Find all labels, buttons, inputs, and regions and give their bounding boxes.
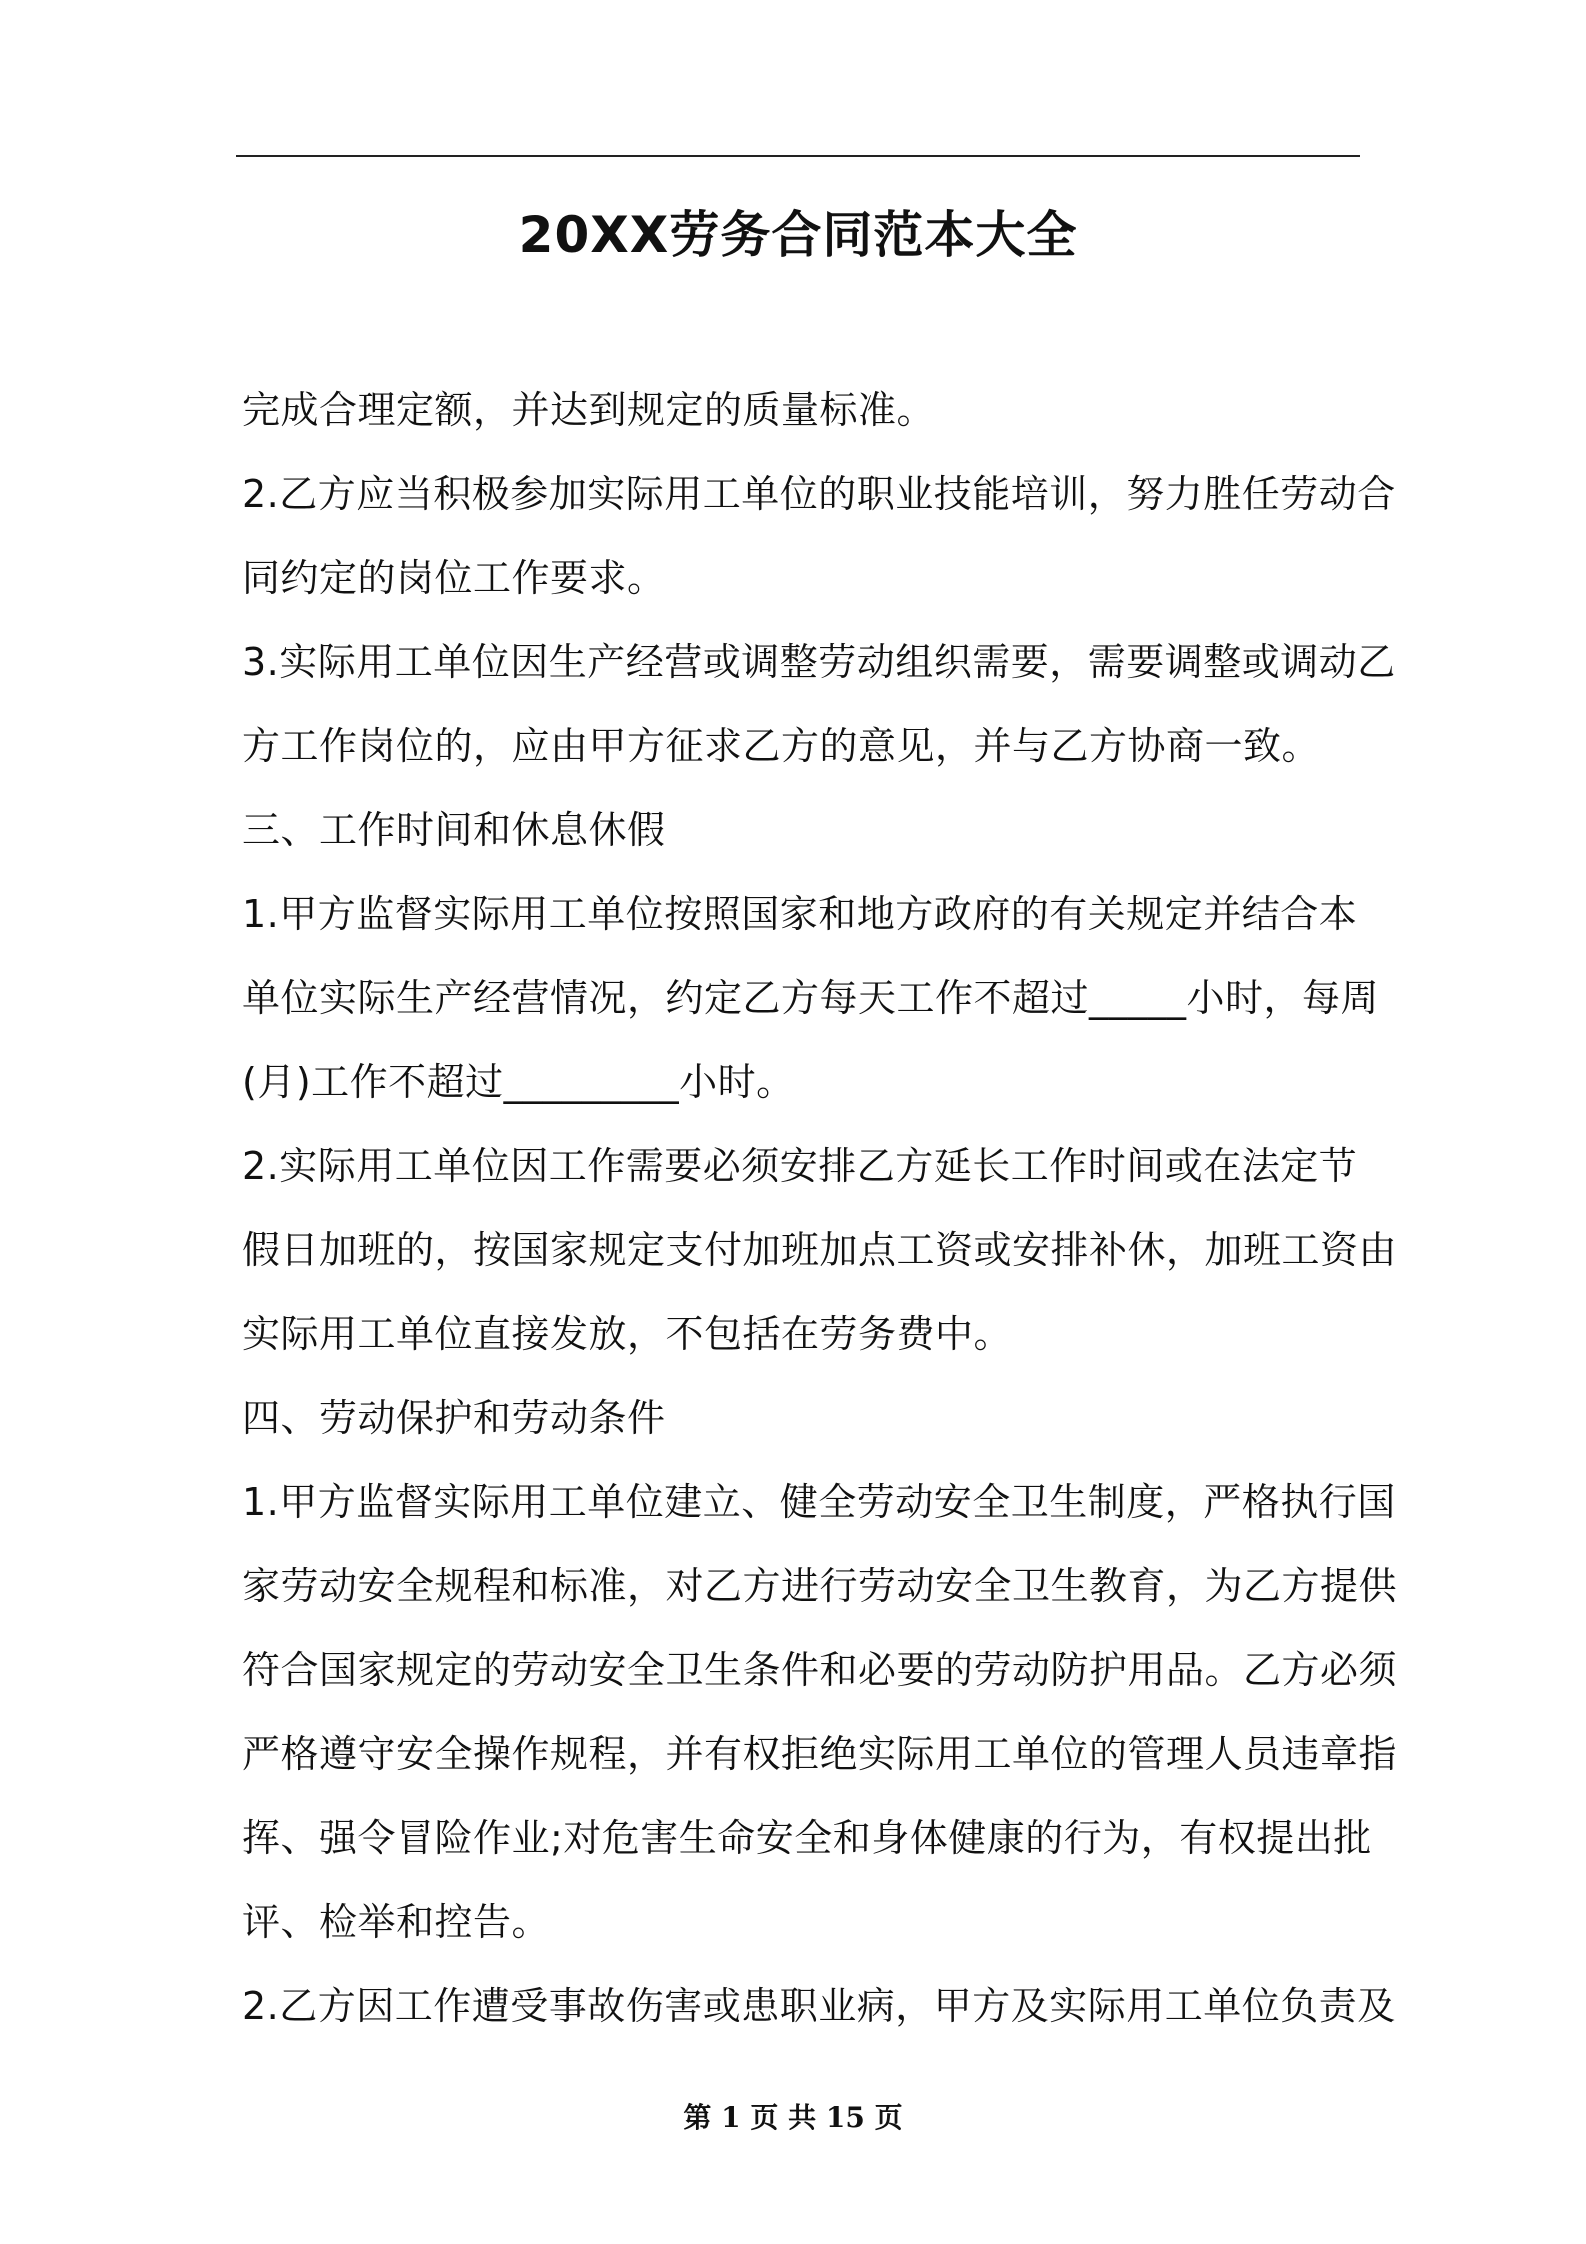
body-line: 完成合理定额，并达到规定的质量标准。	[242, 388, 936, 432]
body-line: 实际用工单位直接发放，不包括在劳务费中。	[242, 1312, 1013, 1356]
body-line: 评、检举和控告。	[242, 1900, 551, 1944]
body-line: 同约定的岗位工作要求。	[242, 556, 666, 600]
body-line: 家劳动安全规程和标准，对乙方进行劳动安全卫生教育，为乙方提供	[242, 1564, 1398, 1608]
document-body	[242, 368, 1398, 2048]
body-line: 符合国家规定的劳动安全卫生条件和必要的劳动防护用品。乙方必须	[242, 1648, 1398, 1692]
body-line: 单位实际生产经营情况，约定乙方每天工作不超过_____小时，每周	[242, 976, 1380, 1020]
body-line: 方工作岗位的，应由甲方征求乙方的意见，并与乙方协商一致。	[242, 724, 1321, 768]
body-line: 1.甲方监督实际用工单位按照国家和地方政府的有关规定并结合本	[242, 892, 1358, 936]
body-line: (月)工作不超过_________小时。	[242, 1060, 795, 1104]
body-line: 严格遵守安全操作规程，并有权拒绝实际用工单位的管理人员违章指	[242, 1732, 1398, 1776]
body-line: 1.甲方监督实际用工单位建立、健全劳动安全卫生制度，严格执行国	[242, 1480, 1396, 1524]
section-heading: 四、劳动保护和劳动条件	[242, 1396, 666, 1440]
body-line: 2.实际用工单位因工作需要必须安排乙方延长工作时间或在法定节	[242, 1144, 1358, 1188]
body-line: 挥、强令冒险作业;对危害生命安全和身体健康的行为，有权提出批	[242, 1816, 1372, 1860]
document-title: 20XX劳务合同范本大全	[518, 206, 1078, 264]
page-number-footer: 第 1 页 共 15 页	[683, 2101, 903, 2134]
section-heading: 三、工作时间和休息休假	[242, 808, 666, 852]
body-line: 假日加班的，按国家规定支付加班加点工资或安排补休，加班工资由	[242, 1228, 1398, 1272]
body-line: 2.乙方应当积极参加实际用工单位的职业技能培训，努力胜任劳动合	[242, 472, 1396, 516]
body-line: 2.乙方因工作遭受事故伤害或患职业病，甲方及实际用工单位负责及	[242, 1984, 1396, 2028]
header-rule	[236, 155, 1360, 157]
body-line: 3.实际用工单位因生产经营或调整劳动组织需要，需要调整或调动乙	[242, 640, 1396, 684]
